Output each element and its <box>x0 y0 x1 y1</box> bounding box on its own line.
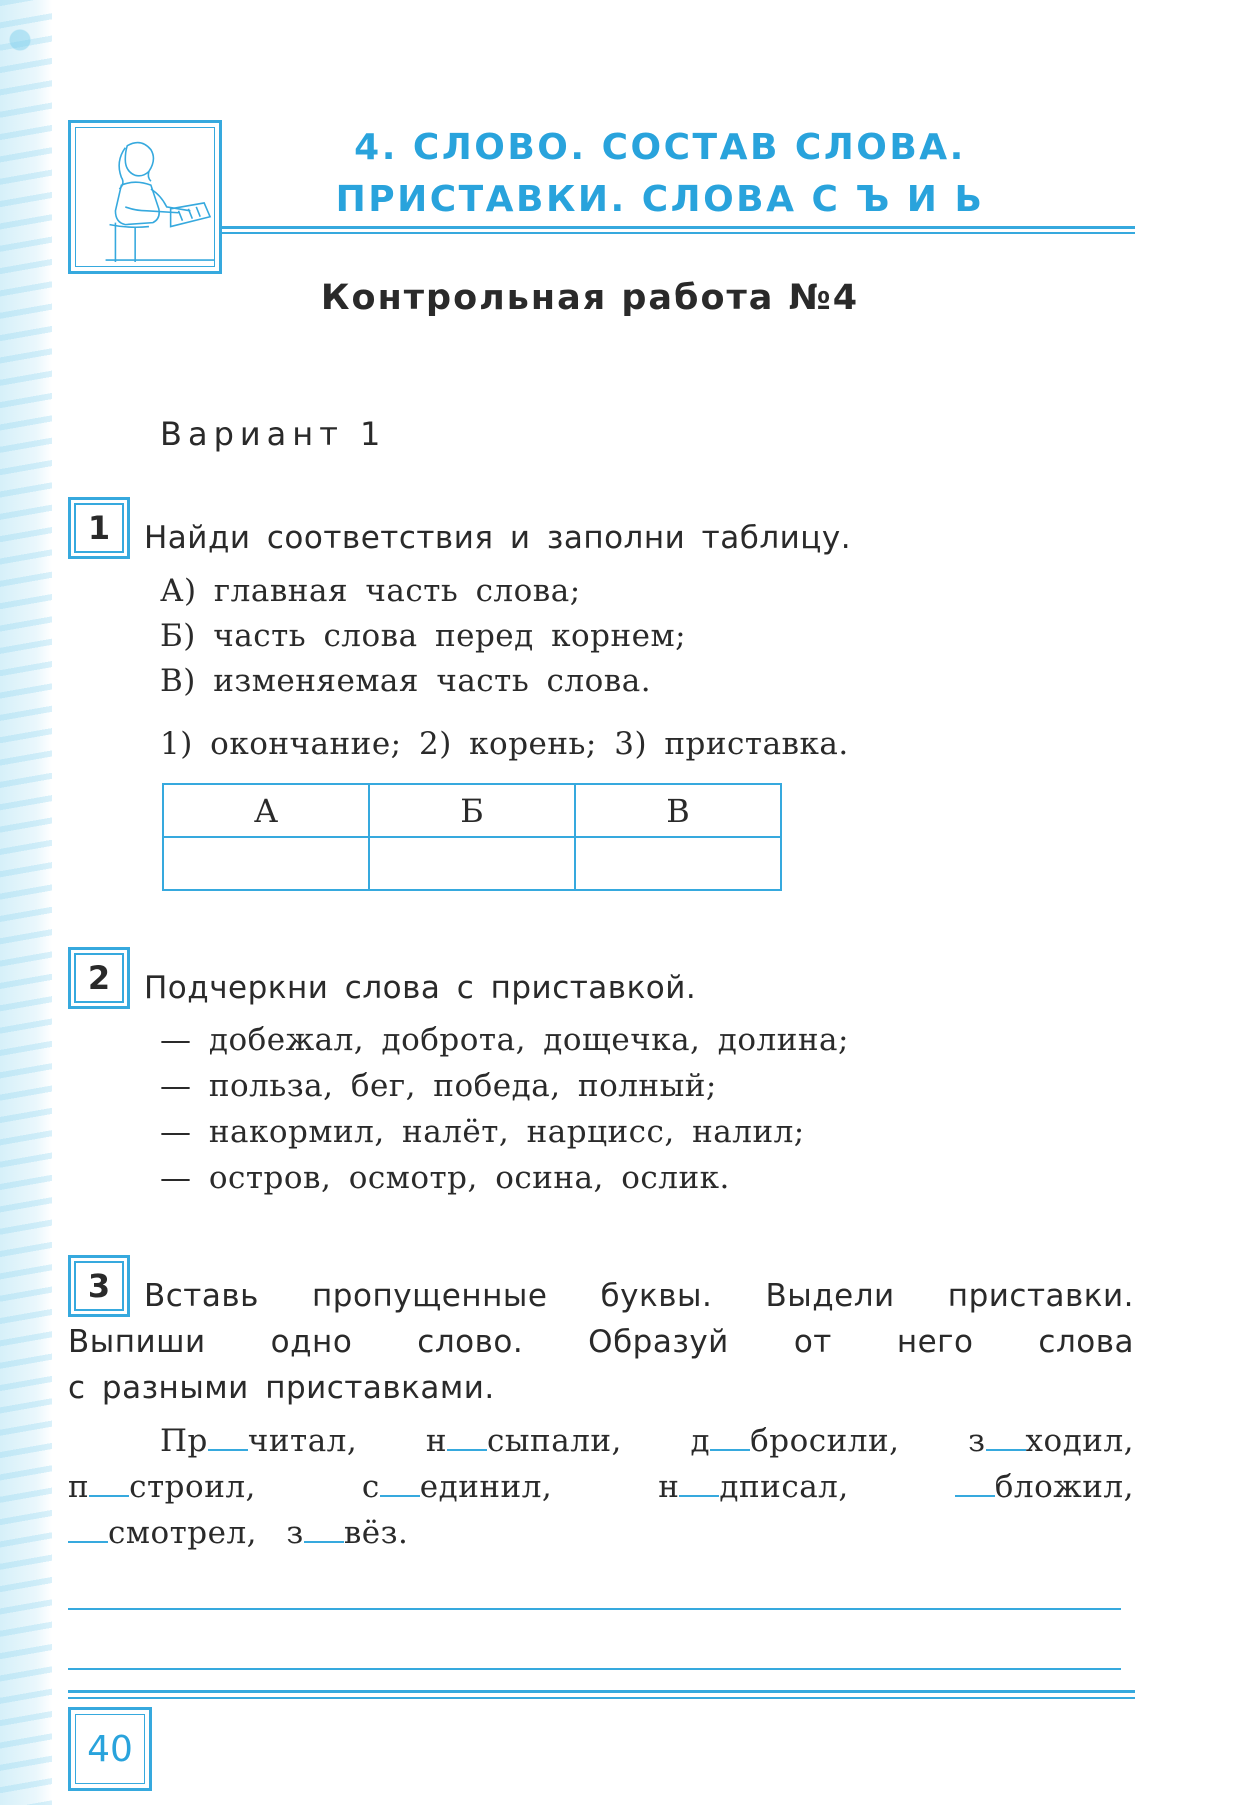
task-2-number-box <box>68 947 130 1009</box>
blank-field[interactable] <box>89 1473 129 1497</box>
task-2-line[interactable]: — остров, осмотр, осина, ослик. <box>160 1160 730 1196</box>
answer-line[interactable] <box>68 1668 1121 1670</box>
title-underline-thin <box>222 232 1135 234</box>
gap-word[interactable]: н сыпали, <box>425 1423 622 1459</box>
answer-cell-c[interactable] <box>575 837 781 890</box>
gap-word[interactable]: Пр читал, <box>160 1423 358 1459</box>
task-3-instruction-line3: с разными приставками. <box>68 1370 495 1406</box>
chapter-title-line1: 4. СЛОВО. СОСТАВ СЛОВА. <box>354 127 966 168</box>
answer-table-header-c: В <box>575 784 781 837</box>
task-3-number-box <box>68 1255 130 1317</box>
gap-word[interactable]: смотрел, <box>68 1515 257 1551</box>
task-2-line[interactable]: — добежал, доброта, дощечка, долина; <box>160 1022 849 1058</box>
gap-word[interactable]: п строил, <box>68 1469 256 1505</box>
gap-word[interactable]: з вёз. <box>286 1515 409 1551</box>
decorative-margin-ornament <box>0 0 52 1805</box>
task-1-number-box <box>68 497 130 559</box>
task-2-number: 2 <box>74 953 124 1003</box>
footer-rule <box>68 1690 1135 1693</box>
task-3-words-line1 <box>160 1423 1134 1459</box>
page-heading: Контрольная работа №4 <box>320 278 860 318</box>
task-1-instruction: Найди соответствия и заполни таблицу. <box>144 520 852 556</box>
answer-cell-a[interactable] <box>163 837 369 890</box>
blank-field[interactable] <box>447 1427 487 1451</box>
gap-word[interactable]: бложил, <box>955 1469 1134 1505</box>
footer-rule-thin <box>68 1697 1135 1699</box>
task-3-number: 3 <box>74 1261 124 1311</box>
page-number-box <box>68 1707 152 1791</box>
gap-word[interactable]: с единил, <box>361 1469 553 1505</box>
answer-table <box>162 783 782 891</box>
task-1-item-c: В) изменяемая часть слова. <box>160 663 652 699</box>
task-3-words-line2 <box>68 1469 1134 1505</box>
answer-table-header-b: Б <box>369 784 575 837</box>
task-2-line[interactable]: — польза, бег, победа, полный; <box>160 1068 717 1104</box>
blank-field[interactable] <box>955 1473 995 1497</box>
gap-word[interactable]: з ходил, <box>968 1423 1134 1459</box>
task-3-words-line3 <box>68 1515 408 1551</box>
answer-table-header-a: А <box>163 784 369 837</box>
blank-field[interactable] <box>304 1519 344 1543</box>
blank-field[interactable] <box>68 1519 108 1543</box>
task-3-instruction-line1: Вставь пропущенные буквы. Выдели приставки. <box>144 1278 1134 1314</box>
chapter-title-line2: ПРИСТАВКИ. СЛОВА С Ъ И Ь <box>335 179 985 220</box>
chapter-title <box>300 122 1020 226</box>
blank-field[interactable] <box>710 1427 750 1451</box>
task-3-instruction-line2: Выпиши одно слово. Образуй от него слова <box>68 1324 1134 1360</box>
task-2-line[interactable]: — накормил, налёт, нарцисс, налил; <box>160 1114 805 1150</box>
blank-field[interactable] <box>208 1427 248 1451</box>
answer-line[interactable] <box>68 1608 1121 1610</box>
variant-label: Вариант 1 <box>160 415 387 453</box>
task-2-instruction: Подчеркни слова с приставкой. <box>144 970 697 1006</box>
blank-field[interactable] <box>679 1473 719 1497</box>
task-1-item-b: Б) часть слова перед корнем; <box>160 618 687 654</box>
task-1-options: 1) окончание; 2) корень; 3) приставка. <box>160 726 849 762</box>
chapter-illustration-frame <box>68 120 222 274</box>
girl-reading-illustration <box>76 128 214 266</box>
task-1-item-a: А) главная часть слова; <box>160 573 581 609</box>
gap-word[interactable]: д бросили, <box>690 1423 900 1459</box>
answer-cell-b[interactable] <box>369 837 575 890</box>
gap-word[interactable]: н дписал, <box>658 1469 849 1505</box>
task-1-number: 1 <box>74 503 124 553</box>
title-underline <box>222 226 1135 229</box>
blank-field[interactable] <box>380 1473 420 1497</box>
blank-field[interactable] <box>986 1427 1026 1451</box>
page-number: 40 <box>75 1714 145 1784</box>
